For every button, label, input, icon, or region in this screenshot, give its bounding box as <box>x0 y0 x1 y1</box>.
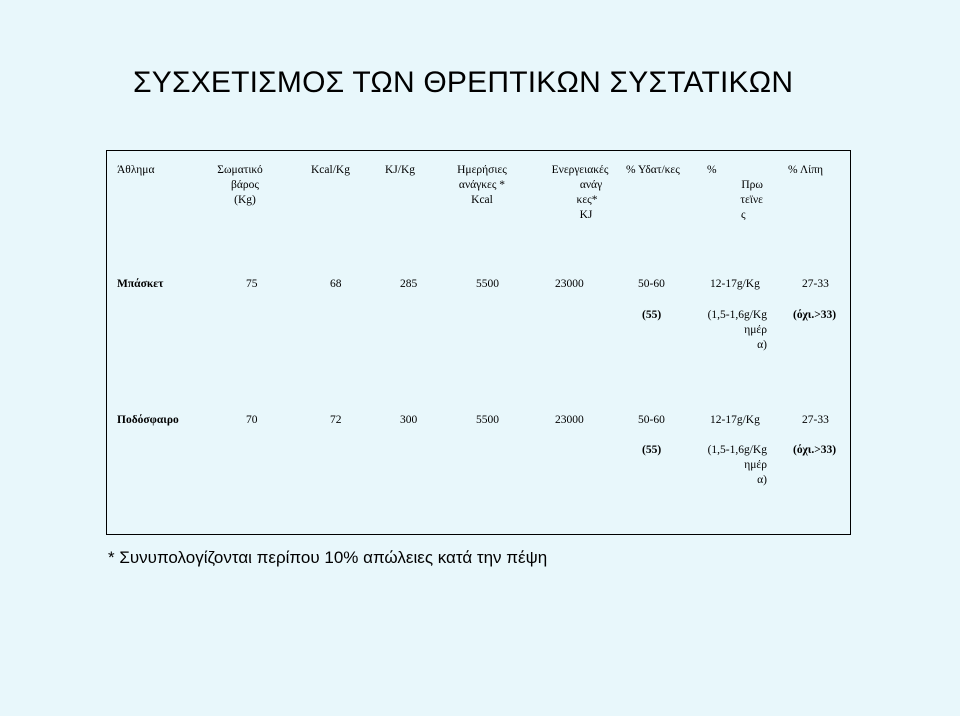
row-protein-sub <box>703 308 767 353</box>
footnote: * Συνυπολογίζονται περίπου 10% απώλειες κατά την πέψη <box>108 548 548 567</box>
header-daily-line: Kcal <box>471 194 493 206</box>
row-carbs-sub: (55) <box>642 309 662 321</box>
row-fat: 27-33 <box>802 414 829 426</box>
row-protein-sub-line: (1,5-1,6g/Kg <box>707 309 767 321</box>
header-weight <box>205 163 275 208</box>
row-protein-sub-line: α) <box>757 339 767 351</box>
header-kj-kg: KJ/Kg <box>385 164 416 176</box>
header-protein-pct: % <box>707 164 717 176</box>
row-carbs-sub: (55) <box>642 444 662 456</box>
header-sport: Άθλημα <box>117 164 155 176</box>
header-fat: % Λίπη <box>788 164 824 176</box>
row-fat-sub: (όχι.>33) <box>793 309 837 321</box>
header-daily-line: ανάγκες * <box>458 179 506 191</box>
header-protein <box>727 178 763 223</box>
row-kj-kg: 300 <box>400 414 418 426</box>
row-protein-sub-line: ημέρ <box>744 324 767 336</box>
header-protein-line: τεϊνε <box>740 194 763 206</box>
header-daily-needs <box>445 163 519 208</box>
header-energy-needs <box>539 163 621 223</box>
header-weight-line: (Kg) <box>234 194 256 206</box>
row-protein-sub-line: (1,5-1,6g/Kg <box>707 444 767 456</box>
row-protein: 12-17g/Kg <box>710 278 760 290</box>
header-protein-line: Πρω <box>741 179 763 191</box>
nutrition-table <box>106 150 851 535</box>
header-energy-line: κες* <box>576 194 598 206</box>
row-daily: 5500 <box>476 414 499 426</box>
row-fat: 27-33 <box>802 278 829 290</box>
row-protein-sub-line: α) <box>757 474 767 486</box>
row-kj-kg: 285 <box>400 278 418 290</box>
row-protein-sub-line: ημέρ <box>744 459 767 471</box>
row-kcal-kg: 72 <box>330 414 342 426</box>
row-carbs: 50-60 <box>638 278 665 290</box>
header-weight-line: Σωματικό <box>217 164 263 176</box>
header-daily-line: Ημερήσιες <box>457 164 507 176</box>
row-energy: 23000 <box>555 278 584 290</box>
header-kcal-kg: Kcal/Kg <box>311 164 350 176</box>
row-carbs: 50-60 <box>638 414 665 426</box>
header-energy-line: KJ <box>579 209 593 221</box>
row-energy: 23000 <box>555 414 584 426</box>
header-carbs: % Υδατ/κες <box>626 164 680 176</box>
row-protein-sub <box>703 443 767 488</box>
row-daily: 5500 <box>476 278 499 290</box>
page-title: ΣΥΣΧΕΤΙΣΜΟΣ ΤΩΝ ΘΡΕΠΤΙΚΩΝ ΣΥΣΤΑΤΙΚΩΝ <box>133 66 794 99</box>
header-energy-line: Ενεργειακές <box>551 164 609 176</box>
row-fat-sub: (όχι.>33) <box>793 444 837 456</box>
header-protein-line: ς <box>741 209 746 221</box>
row-weight: 70 <box>246 414 258 426</box>
header-energy-line: ανάγ <box>579 179 603 191</box>
row-sport: Ποδόσφαιρο <box>117 414 179 426</box>
row-sport: Μπάσκετ <box>117 278 164 290</box>
row-protein: 12-17g/Kg <box>710 414 760 426</box>
row-kcal-kg: 68 <box>330 278 342 290</box>
row-weight: 75 <box>246 278 258 290</box>
header-weight-line: βάρος <box>231 179 259 191</box>
